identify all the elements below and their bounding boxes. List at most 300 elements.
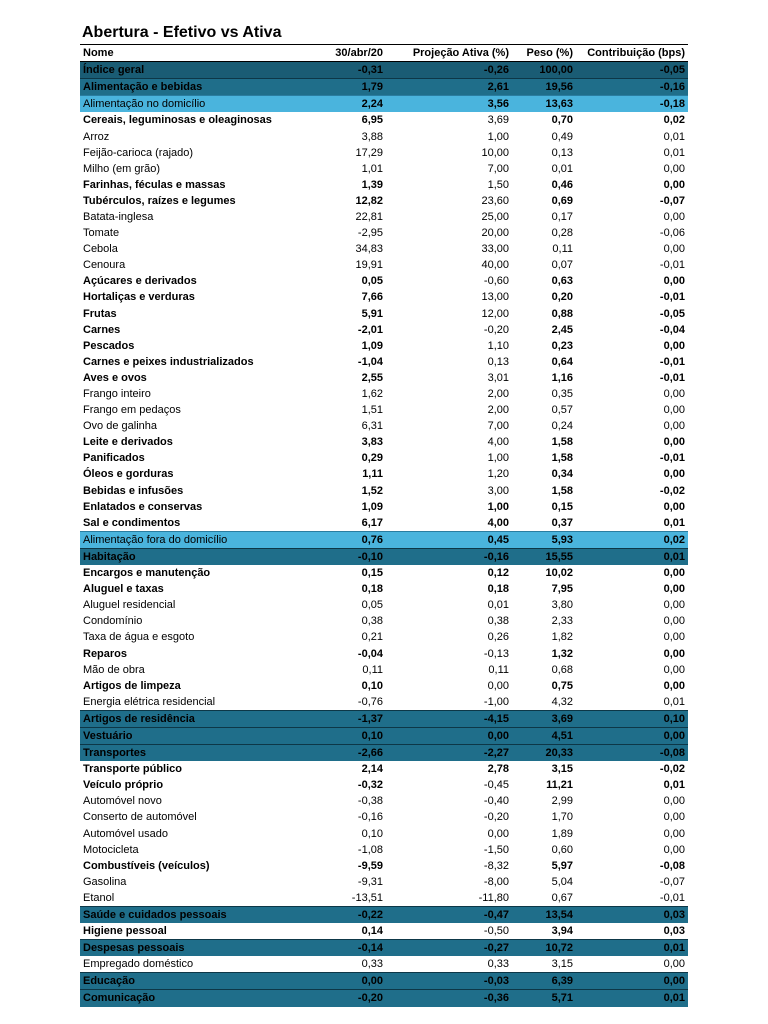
row-name: Automóvel novo — [83, 795, 162, 808]
row-contribuicao: -0,16 — [576, 79, 688, 96]
row-peso: 5,71 — [512, 990, 576, 1007]
row-projecao-ativa: 0,00 — [487, 679, 509, 692]
row-projecao-ativa: 7,00 — [487, 420, 509, 433]
table-row — [80, 548, 688, 565]
table-row — [80, 193, 688, 209]
row-name: Motocicleta — [83, 843, 139, 856]
row-name: Tomate — [83, 227, 120, 240]
row-peso: 4,51 — [512, 727, 576, 744]
row-contribuicao: -0,02 — [659, 484, 685, 497]
row-projecao-ativa: 2,00 — [487, 404, 509, 417]
row-contribuicao: -0,01 — [659, 291, 685, 304]
table-row — [80, 112, 688, 128]
table-row — [80, 629, 688, 645]
row-peso: 0,69 — [551, 194, 573, 207]
row-projecao-ativa: 0,12 — [487, 567, 509, 580]
row-contribuicao: 0,00 — [663, 843, 685, 856]
table-row — [80, 678, 688, 694]
row-name: Conserto de automóvel — [83, 811, 197, 824]
row-value-30abr20: -0,38 — [357, 795, 383, 808]
table-row — [80, 745, 688, 762]
table-row — [80, 956, 688, 973]
row-projecao-ativa: 2,78 — [487, 763, 509, 776]
row-peso: 100,00 — [512, 62, 576, 79]
row-value-30abr20: 1,09 — [361, 339, 383, 352]
row-value-30abr20: 0,05 — [361, 275, 383, 288]
row-contribuicao: 0,00 — [576, 727, 688, 744]
table-row — [80, 354, 688, 370]
row-peso: 0,57 — [551, 404, 573, 417]
table-row — [80, 289, 688, 305]
row-value-30abr20: 0,29 — [361, 452, 383, 465]
row-peso: 0,63 — [551, 275, 573, 288]
row-contribuicao: -0,05 — [659, 307, 685, 320]
row-projecao-ativa: -0,60 — [483, 275, 509, 288]
row-peso: 0,28 — [551, 227, 573, 240]
row-name: Pescados — [83, 339, 135, 352]
row-name: Educação — [80, 973, 314, 990]
row-name: Panificados — [83, 452, 145, 465]
data-table — [80, 44, 688, 1007]
row-peso: 0,67 — [551, 891, 573, 904]
row-peso: 10,02 — [545, 567, 573, 580]
row-value-30abr20: -0,76 — [357, 695, 383, 708]
row-projecao-ativa: 20,00 — [481, 227, 509, 240]
row-peso: 10,72 — [512, 940, 576, 957]
row-projecao-ativa: -0,13 — [483, 647, 509, 660]
row-projecao-ativa: 1,20 — [487, 468, 509, 481]
row-contribuicao: 0,03 — [663, 925, 685, 938]
row-value-30abr20: 3,88 — [361, 130, 383, 143]
row-projecao-ativa: 40,00 — [481, 259, 509, 272]
table-row — [80, 597, 688, 613]
row-projecao-ativa: 0,11 — [488, 663, 509, 676]
row-peso: 0,75 — [551, 679, 573, 692]
row-name: Enlatados e conservas — [83, 500, 203, 513]
table-row — [80, 973, 688, 990]
row-contribuicao: 0,02 — [663, 114, 685, 127]
row-value-30abr20: 0,10 — [361, 679, 383, 692]
row-contribuicao: 0,01 — [663, 516, 685, 529]
row-peso: 1,70 — [551, 811, 573, 824]
row-contribuicao: 0,00 — [663, 388, 685, 401]
header-date: 30/abr/20 — [314, 45, 386, 62]
row-contribuicao: 0,03 — [576, 906, 688, 923]
row-contribuicao: 0,01 — [663, 695, 685, 708]
table-row — [80, 225, 688, 241]
row-peso: 1,16 — [551, 371, 573, 384]
row-projecao-ativa: 0,13 — [487, 355, 509, 368]
row-name: Aves e ovos — [83, 371, 147, 384]
row-value-30abr20: 5,91 — [361, 307, 383, 320]
row-peso: 0,23 — [551, 339, 573, 352]
row-contribuicao: 0,00 — [663, 339, 685, 352]
table-row — [80, 581, 688, 597]
row-projecao-ativa: -0,27 — [386, 940, 512, 957]
row-projecao-ativa: 0,01 — [487, 599, 509, 612]
row-name: Aluguel residencial — [83, 599, 176, 612]
row-peso: 0,13 — [551, 146, 573, 159]
row-name: Alimentação no domicílio — [80, 96, 314, 113]
table-row — [80, 613, 688, 629]
row-contribuicao: 0,01 — [576, 940, 688, 957]
row-contribuicao: 0,00 — [663, 404, 685, 417]
table-row — [80, 418, 688, 434]
row-contribuicao: 0,00 — [663, 647, 685, 660]
row-projecao-ativa: 23,60 — [481, 194, 509, 207]
row-peso: 19,56 — [512, 79, 576, 96]
table-row — [80, 645, 688, 661]
row-projecao-ativa: 0,45 — [386, 531, 512, 548]
row-peso: 13,54 — [512, 906, 576, 923]
row-name: Transportes — [80, 745, 314, 762]
row-name: Veículo próprio — [83, 779, 164, 792]
row-peso: 0,24 — [551, 420, 573, 433]
row-peso: 0,49 — [551, 130, 573, 143]
row-contribuicao: -0,04 — [659, 323, 685, 336]
row-value-30abr20: -1,08 — [357, 843, 383, 856]
row-name: Cereais, leguminosas e oleaginosas — [83, 114, 272, 127]
row-value-30abr20: 0,14 — [361, 925, 383, 938]
row-name: Gasolina — [83, 875, 127, 888]
row-peso: 20,33 — [512, 745, 576, 762]
row-value-30abr20: -9,59 — [357, 859, 383, 872]
table-row — [80, 826, 688, 842]
row-peso: 0,01 — [551, 162, 573, 175]
table-row — [80, 761, 688, 777]
table-row — [80, 322, 688, 338]
row-value-30abr20: 2,14 — [361, 763, 383, 776]
row-contribuicao: 0,01 — [576, 990, 688, 1007]
row-value-30abr20: -0,10 — [314, 548, 386, 565]
row-contribuicao: 0,01 — [576, 548, 688, 565]
row-peso: 3,80 — [551, 599, 573, 612]
row-contribuicao: 0,00 — [663, 210, 685, 223]
row-projecao-ativa: 25,00 — [481, 210, 509, 223]
table-row — [80, 990, 688, 1007]
row-peso: 5,97 — [551, 859, 573, 872]
row-value-30abr20: 34,83 — [355, 243, 383, 256]
row-value-30abr20: 0,10 — [314, 727, 386, 744]
row-contribuicao: 0,00 — [663, 663, 685, 676]
row-value-30abr20: -0,14 — [314, 940, 386, 957]
table-row — [80, 483, 688, 499]
row-name: Hortaliças e verduras — [83, 291, 195, 304]
row-contribuicao: 0,00 — [663, 631, 685, 644]
row-value-30abr20: 0,21 — [361, 631, 383, 644]
row-contribuicao: 0,00 — [663, 500, 685, 513]
row-projecao-ativa: 3,00 — [487, 484, 509, 497]
row-name: Habitação — [80, 548, 314, 565]
row-projecao-ativa: 12,00 — [481, 307, 509, 320]
row-contribuicao: 0,00 — [663, 162, 685, 175]
row-projecao-ativa: 1,50 — [487, 178, 509, 191]
row-contribuicao: 0,00 — [663, 615, 685, 628]
row-name: Artigos de residência — [80, 710, 314, 727]
row-peso: 6,39 — [512, 973, 576, 990]
table-row — [80, 858, 688, 874]
row-contribuicao: 0,00 — [663, 811, 685, 824]
row-name: Arroz — [83, 130, 110, 143]
page-title: Abertura - Efetivo vs Ativa — [82, 24, 282, 41]
table-row — [80, 940, 688, 957]
row-value-30abr20: 0,33 — [361, 958, 383, 971]
table-row — [80, 499, 688, 515]
row-value-30abr20: 3,83 — [361, 436, 383, 449]
row-contribuicao: 0,00 — [663, 599, 685, 612]
row-name: Bebidas e infusões — [83, 484, 184, 497]
row-projecao-ativa: -0,20 — [483, 811, 509, 824]
row-peso: 2,33 — [551, 615, 573, 628]
row-projecao-ativa: -0,45 — [483, 779, 509, 792]
row-peso: 3,15 — [551, 958, 573, 971]
row-value-30abr20: 0,18 — [361, 583, 383, 596]
table-row — [80, 727, 688, 744]
table-row — [80, 145, 688, 161]
row-value-30abr20: 0,00 — [314, 973, 386, 990]
table-row — [80, 565, 688, 581]
row-name: Energia elétrica residencial — [83, 695, 216, 708]
row-name: Carnes — [83, 323, 121, 336]
row-value-30abr20: 1,62 — [361, 388, 383, 401]
row-peso: 0,64 — [551, 355, 573, 368]
row-contribuicao: -0,08 — [576, 745, 688, 762]
row-peso: 1,58 — [551, 452, 573, 465]
row-contribuicao: 0,00 — [663, 178, 685, 191]
row-projecao-ativa: 1,00 — [487, 452, 509, 465]
row-contribuicao: -0,01 — [659, 891, 685, 904]
row-value-30abr20: -1,37 — [314, 710, 386, 727]
row-peso: 5,04 — [551, 875, 573, 888]
row-value-30abr20: -9,31 — [357, 875, 383, 888]
row-contribuicao: 0,01 — [663, 146, 685, 159]
table-row — [80, 450, 688, 466]
row-name: Sal e condimentos — [83, 516, 181, 529]
row-contribuicao: 0,01 — [663, 779, 685, 792]
row-peso: 0,46 — [551, 178, 573, 191]
row-contribuicao: -0,01 — [659, 259, 685, 272]
row-value-30abr20: 1,52 — [361, 484, 383, 497]
table-row — [80, 777, 688, 793]
row-projecao-ativa: 33,00 — [481, 243, 509, 256]
row-contribuicao: -0,02 — [659, 763, 685, 776]
row-projecao-ativa: -1,50 — [483, 843, 509, 856]
row-projecao-ativa: 3,69 — [487, 114, 509, 127]
table-row — [80, 531, 688, 548]
row-name: Farinhas, féculas e massas — [83, 178, 226, 191]
table-row — [80, 177, 688, 193]
row-name: Condomínio — [83, 615, 143, 628]
row-peso: 0,07 — [551, 259, 573, 272]
row-name: Carnes e peixes industrializados — [83, 355, 254, 368]
row-projecao-ativa: -4,15 — [386, 710, 512, 727]
row-projecao-ativa: -0,16 — [386, 548, 512, 565]
row-peso: 0,34 — [551, 468, 573, 481]
row-projecao-ativa: 4,00 — [487, 436, 509, 449]
row-contribuicao: 0,02 — [576, 531, 688, 548]
row-contribuicao: 0,10 — [576, 710, 688, 727]
row-contribuicao: 0,00 — [663, 827, 685, 840]
row-peso: 0,88 — [551, 307, 573, 320]
row-value-30abr20: -0,04 — [357, 647, 383, 660]
table-row — [80, 842, 688, 858]
table-row — [80, 694, 688, 711]
row-name: Leite e derivados — [83, 436, 173, 449]
row-name: Comunicação — [80, 990, 314, 1007]
row-projecao-ativa: 1,10 — [487, 339, 509, 352]
row-value-30abr20: -2,01 — [357, 323, 383, 336]
row-peso: 13,63 — [512, 96, 576, 113]
table-row — [80, 161, 688, 177]
row-peso: 1,58 — [551, 484, 573, 497]
row-peso: 2,99 — [551, 795, 573, 808]
row-contribuicao: 0,00 — [663, 795, 685, 808]
row-name: Artigos de limpeza — [83, 679, 181, 692]
row-contribuicao: 0,00 — [663, 958, 685, 971]
row-name: Açúcares e derivados — [83, 275, 197, 288]
row-name: Milho (em grão) — [83, 162, 161, 175]
document-sheet — [80, 22, 688, 1007]
table-row — [80, 79, 688, 96]
row-value-30abr20: 2,55 — [361, 371, 383, 384]
row-name: Frango em pedaços — [83, 404, 181, 417]
table-row — [80, 386, 688, 402]
table-row — [80, 923, 688, 940]
row-peso: 3,94 — [551, 925, 573, 938]
row-projecao-ativa: -1,00 — [483, 695, 509, 708]
table-row — [80, 338, 688, 354]
row-name: Alimentação e bebidas — [80, 79, 314, 96]
row-peso: 7,95 — [551, 583, 573, 596]
row-projecao-ativa: -0,40 — [483, 795, 509, 808]
row-projecao-ativa: -8,32 — [483, 859, 509, 872]
row-value-30abr20: 1,39 — [361, 178, 383, 191]
table-row — [80, 370, 688, 386]
row-name: Aluguel e taxas — [83, 583, 164, 596]
row-value-30abr20: 1,09 — [361, 500, 383, 513]
row-projecao-ativa: -0,26 — [386, 62, 512, 79]
row-projecao-ativa: 2,00 — [487, 388, 509, 401]
row-name: Mão de obra — [83, 663, 145, 676]
table-row — [80, 128, 688, 144]
row-projecao-ativa: 10,00 — [481, 146, 509, 159]
row-value-30abr20: 22,81 — [355, 210, 383, 223]
row-value-30abr20: -0,20 — [314, 990, 386, 1007]
row-projecao-ativa: -8,00 — [483, 875, 509, 888]
row-projecao-ativa: 1,00 — [487, 130, 509, 143]
row-name: Cenoura — [83, 259, 126, 272]
row-projecao-ativa: -0,20 — [483, 323, 509, 336]
row-value-30abr20: 0,76 — [314, 531, 386, 548]
row-contribuicao: 0,00 — [663, 567, 685, 580]
row-name: Tubérculos, raízes e legumes — [83, 194, 236, 207]
table-row — [80, 402, 688, 418]
row-peso: 4,32 — [551, 695, 573, 708]
table-row — [80, 466, 688, 482]
row-contribuicao: -0,01 — [659, 355, 685, 368]
row-projecao-ativa: -11,80 — [478, 891, 509, 904]
row-peso: 0,11 — [552, 243, 573, 256]
row-peso: 1,89 — [551, 827, 573, 840]
table-row — [80, 793, 688, 809]
row-contribuicao: 0,00 — [663, 275, 685, 288]
row-name: Taxa de água e esgoto — [83, 631, 195, 644]
row-value-30abr20: 17,29 — [355, 146, 383, 159]
row-name: Cebola — [83, 243, 118, 256]
table-row — [80, 890, 688, 907]
row-projecao-ativa: 0,00 — [487, 827, 509, 840]
row-contribuicao: 0,00 — [663, 436, 685, 449]
row-value-30abr20: -0,31 — [314, 62, 386, 79]
row-contribuicao: -0,07 — [659, 194, 685, 207]
row-peso: 15,55 — [512, 548, 576, 565]
row-peso: 0,15 — [551, 500, 573, 513]
row-value-30abr20: 1,51 — [361, 404, 383, 417]
row-peso: 0,60 — [551, 843, 573, 856]
row-projecao-ativa: 0,33 — [487, 958, 509, 971]
header-peso: Peso (%) — [512, 45, 576, 62]
row-projecao-ativa: 3,01 — [487, 371, 509, 384]
row-value-30abr20: 2,24 — [314, 96, 386, 113]
row-name: Batata-inglesa — [83, 210, 154, 223]
row-peso: 2,45 — [551, 323, 573, 336]
row-value-30abr20: 1,79 — [314, 79, 386, 96]
row-peso: 1,58 — [551, 436, 573, 449]
row-value-30abr20: 0,10 — [361, 827, 383, 840]
row-value-30abr20: 0,38 — [361, 615, 383, 628]
row-contribuicao: -0,08 — [659, 859, 685, 872]
table-body — [80, 62, 688, 1007]
table-row — [80, 809, 688, 825]
row-name: Higiene pessoal — [83, 925, 167, 938]
row-contribuicao: 0,00 — [663, 420, 685, 433]
row-name: Combustíveis (veículos) — [83, 859, 210, 872]
row-value-30abr20: -1,04 — [357, 355, 383, 368]
row-value-30abr20: 6,17 — [361, 516, 383, 529]
table-row — [80, 515, 688, 532]
row-value-30abr20: 0,05 — [361, 599, 383, 612]
table-row — [80, 62, 688, 79]
header-contribuicao: Contribuição (bps) — [576, 45, 688, 62]
row-value-30abr20: 19,91 — [355, 259, 383, 272]
row-name: Despesas pessoais — [80, 940, 314, 957]
row-contribuicao: 0,00 — [663, 679, 685, 692]
row-peso: 1,82 — [551, 631, 573, 644]
row-peso: 0,68 — [551, 663, 573, 676]
row-value-30abr20: 0,15 — [361, 567, 383, 580]
header-nome: Nome — [80, 45, 314, 62]
row-contribuicao: 0,00 — [576, 973, 688, 990]
table-row — [80, 662, 688, 678]
header-row — [80, 45, 688, 62]
row-contribuicao: -0,01 — [659, 452, 685, 465]
table-row — [80, 257, 688, 273]
row-value-30abr20: -13,51 — [351, 891, 383, 904]
row-peso: 1,32 — [551, 647, 573, 660]
row-projecao-ativa: -0,50 — [483, 925, 509, 938]
table-row — [80, 874, 688, 890]
row-contribuicao: -0,05 — [576, 62, 688, 79]
row-projecao-ativa: 0,26 — [487, 631, 509, 644]
row-projecao-ativa: 13,00 — [481, 291, 509, 304]
row-projecao-ativa: 4,00 — [487, 516, 509, 529]
row-projecao-ativa: 0,00 — [386, 727, 512, 744]
row-projecao-ativa: 1,00 — [487, 500, 509, 513]
row-contribuicao: -0,18 — [576, 96, 688, 113]
row-name: Frango inteiro — [83, 388, 151, 401]
row-peso: 0,37 — [551, 516, 573, 529]
row-value-30abr20: 7,66 — [361, 291, 383, 304]
